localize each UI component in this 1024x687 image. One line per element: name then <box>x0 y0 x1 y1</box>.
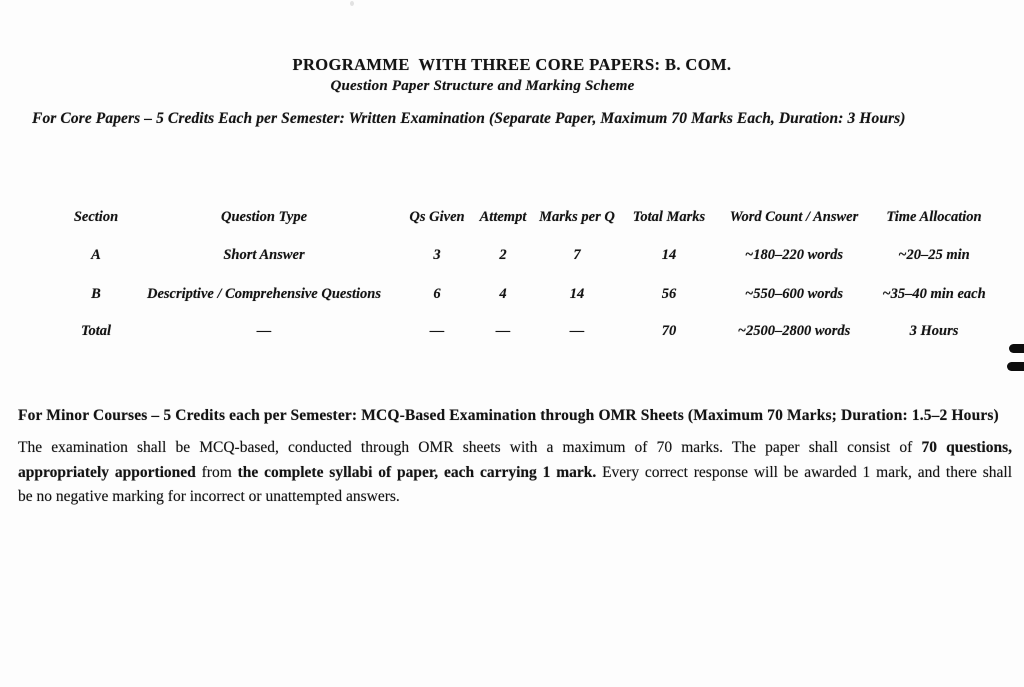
table-cell: 14 <box>569 286 585 302</box>
paragraph-line <box>18 461 1012 486</box>
table-header-marks-per-q: Marks per Q <box>539 209 615 225</box>
table-cell: Descriptive / Comprehensive Questions <box>146 286 382 302</box>
table-cell: Short Answer <box>223 247 305 263</box>
table-header-word-count: Word Count / Answer <box>729 209 859 225</box>
paragraph-line <box>18 436 1012 461</box>
paragraph-segment: from <box>201 463 238 481</box>
table-cell: 6 <box>433 286 441 302</box>
table-cell: 7 <box>573 247 581 263</box>
table-cell: B <box>91 286 101 302</box>
table-cell: ~35–40 min each <box>882 286 986 302</box>
paragraph-line <box>18 485 1012 510</box>
table-cell: — <box>256 323 272 339</box>
paragraph-segment: The examination shall be MCQ-based, conducted through OMR sheets with a maximum of 70 marks. The paper shall consist of <box>18 439 922 456</box>
table-cell: 3 Hours <box>909 323 959 339</box>
paragraph-segment: be no negative marking for incorrect or unattempted answers. <box>18 488 400 505</box>
page-subtitle: Question Paper Structure and Marking Scheme <box>330 78 635 94</box>
paragraph-segment: Every correct response will be awarded 1 mark, and there shall <box>602 463 1012 481</box>
table-header-time-allocation: Time Allocation <box>886 209 982 225</box>
minor-courses-paragraph <box>18 436 1012 510</box>
table-header-question-type: Question Type <box>220 209 308 225</box>
table-cell: ~550–600 words <box>744 286 844 302</box>
table-cell: 4 <box>499 286 507 302</box>
table-cell: — <box>495 323 511 339</box>
table-cell: A <box>91 247 101 263</box>
scan-artifact-mark <box>1007 362 1024 371</box>
scan-artifact-mark <box>1009 344 1024 353</box>
table-cell: 14 <box>661 247 677 263</box>
table-cell: 3 <box>433 247 441 263</box>
table-cell: ~2500–2800 words <box>737 323 851 339</box>
table-cell: ~20–25 min <box>898 247 970 263</box>
table-cell: Total <box>80 323 112 339</box>
core-papers-note: For Core Papers – 5 Credits Each per Semester: Written Examination (Separate Paper, Maximum 70 Marks Each, Duration: 3 Hours) <box>32 110 906 127</box>
paragraph-segment-bold: the complete syllabi of paper, each carrying 1 mark. <box>237 463 603 481</box>
table-header-total-marks: Total Marks <box>632 209 706 225</box>
table-header-qs-given: Qs Given <box>409 209 465 225</box>
table-header-section: Section <box>73 209 119 225</box>
paragraph-segment-bold: 70 questions, <box>921 439 1012 456</box>
scan-speck <box>350 1 354 6</box>
table-header-attempt: Attempt <box>479 209 527 225</box>
table-cell: ~180–220 words <box>744 247 844 263</box>
table-cell: 2 <box>499 247 507 263</box>
table-cell: — <box>429 323 445 339</box>
table-cell: 56 <box>661 286 677 302</box>
minor-courses-heading: For Minor Courses – 5 Credits each per Semester: MCQ-Based Examination through OMR Sheets (Maximum 70 Marks; Duration: 1.5–2 Hours) <box>18 407 999 424</box>
paragraph-segment-bold: appropriately apportioned <box>18 463 202 481</box>
page-title: PROGRAMME WITH THREE CORE PAPERS: B. COM. <box>292 55 732 74</box>
table-cell: — <box>569 323 585 339</box>
table-cell: 70 <box>661 323 677 339</box>
